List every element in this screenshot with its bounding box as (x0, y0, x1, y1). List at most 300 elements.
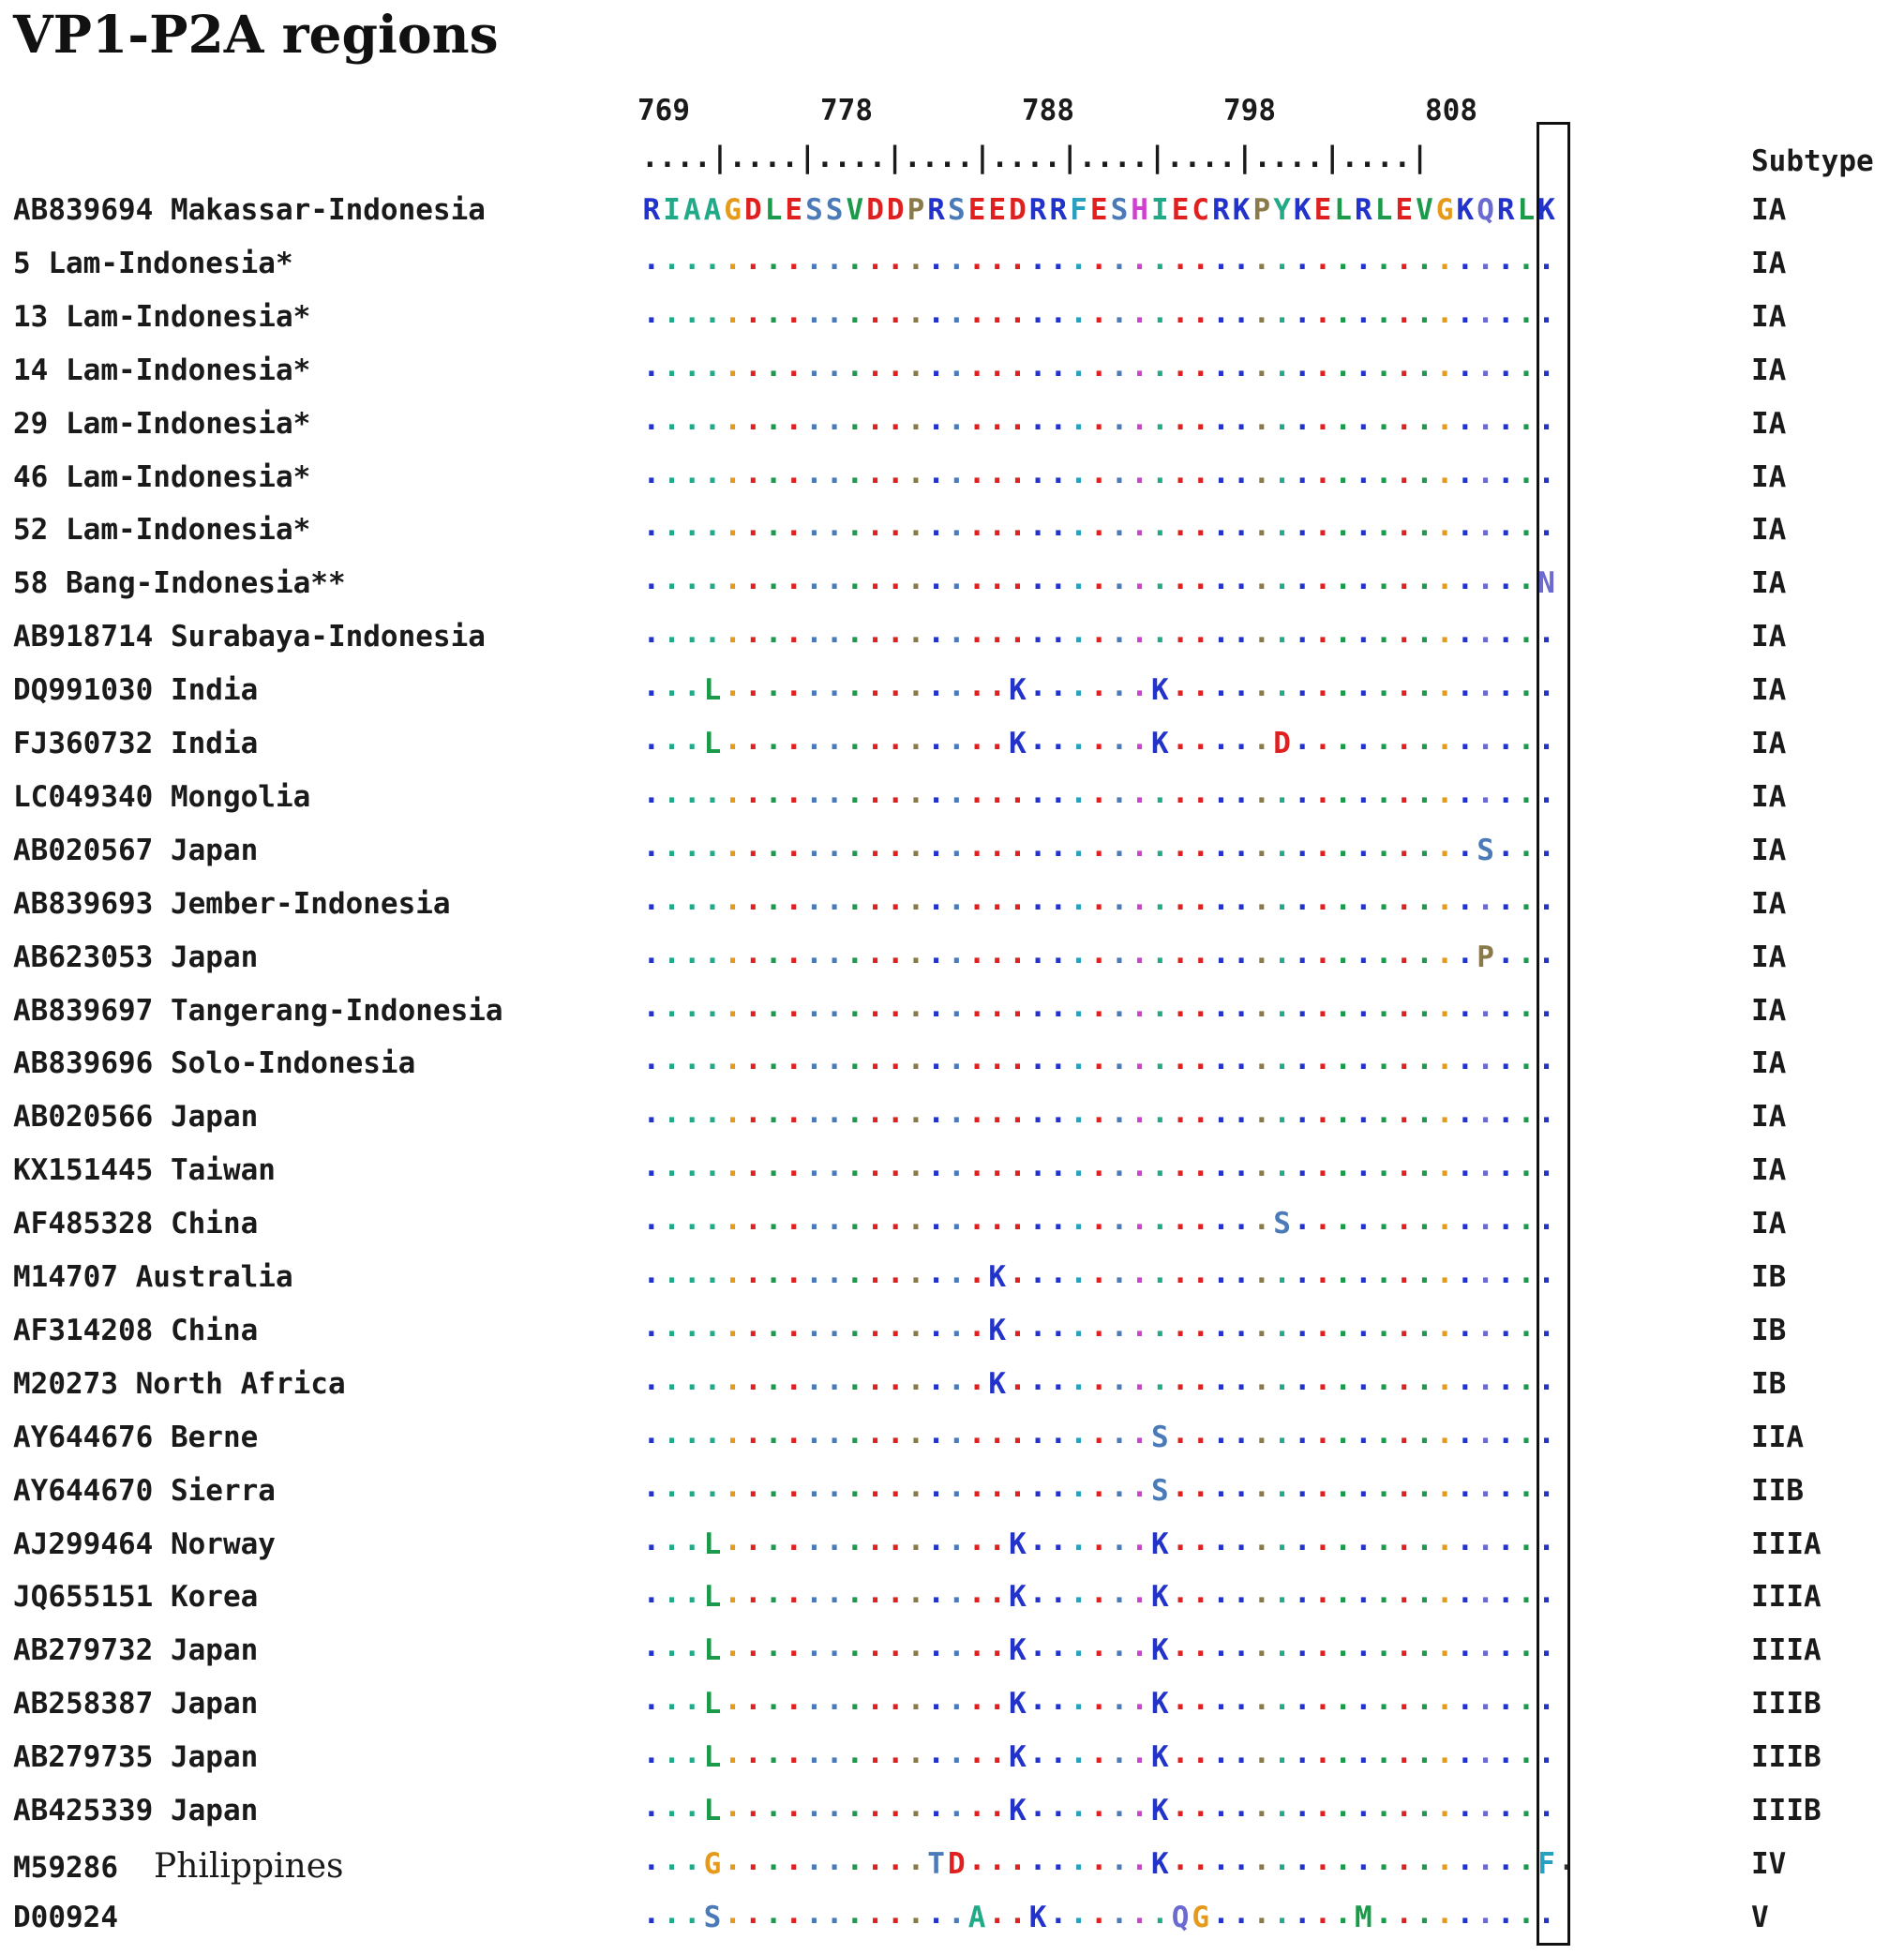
residue-identical: . (866, 1150, 884, 1184)
residue-identical: . (663, 1630, 681, 1664)
residue-identical: . (1232, 509, 1251, 544)
residue-identical: . (744, 1469, 762, 1504)
residue-identical: . (764, 669, 783, 704)
residue-identical: . (1049, 1523, 1068, 1557)
residue-identical: . (703, 1096, 722, 1131)
residue-identical: . (785, 1469, 803, 1504)
residue-N: N (1537, 566, 1555, 601)
residue-identical: . (785, 1150, 803, 1184)
residue-identical: . (1496, 295, 1515, 330)
residue-identical: . (1374, 723, 1393, 757)
residue-identical: . (1334, 1790, 1352, 1824)
residue-identical: . (1192, 882, 1210, 917)
residue-K: K (1009, 1633, 1027, 1668)
residue-identical: . (1192, 509, 1210, 544)
residue-identical: . (967, 1630, 986, 1664)
residue-identical: . (764, 509, 783, 544)
residue-identical: . (1456, 1256, 1475, 1290)
residue-identical: . (1395, 1576, 1414, 1611)
residue-identical: . (1517, 775, 1536, 810)
sequence-label (13, 1314, 258, 1347)
residue-identical: . (1232, 242, 1251, 277)
position-tick-778: 778 (820, 94, 873, 128)
residue-identical: . (907, 509, 925, 544)
residue-P: P (1252, 193, 1271, 227)
residue-identical: . (1435, 723, 1454, 757)
residue-identical: . (764, 456, 783, 490)
subtype-value: IA (1751, 513, 1787, 548)
residue-identical: . (703, 242, 722, 277)
residue-identical: . (1496, 1416, 1515, 1451)
residue-identical: . (724, 1362, 742, 1397)
residue-identical: . (1416, 456, 1433, 490)
residue-identical: . (1355, 1842, 1372, 1877)
residue-identical: . (886, 1362, 905, 1397)
residue-T: T (927, 1846, 945, 1881)
residue-identical: . (805, 509, 823, 544)
residue-identical: . (948, 1737, 966, 1771)
residue-identical: . (1395, 1469, 1414, 1504)
residue-R: R (1355, 193, 1372, 227)
residue-identical: . (1334, 1842, 1352, 1877)
residue-identical: . (927, 936, 945, 970)
residue-identical: . (907, 1150, 925, 1184)
residue-identical: . (1477, 456, 1494, 490)
residue-identical: . (1435, 775, 1454, 810)
residue-identical: . (1477, 402, 1494, 437)
residue-identical: . (1089, 829, 1108, 864)
residue-identical: . (1293, 1150, 1312, 1184)
residue-identical: . (1110, 563, 1129, 597)
residue-identical: . (805, 1790, 823, 1824)
residue-identical: . (1049, 1203, 1068, 1238)
residue-identical: . (1334, 1683, 1352, 1718)
residue-identical: . (1517, 936, 1536, 970)
residue-identical: . (703, 456, 722, 490)
residue-identical: . (866, 882, 884, 917)
residue-identical: . (724, 616, 742, 651)
residue-identical: . (825, 616, 844, 651)
residue-identical: . (846, 989, 864, 1024)
residue-identical: . (1171, 882, 1190, 917)
residue-identical: . (846, 1256, 864, 1290)
residue-identical: . (805, 1362, 823, 1397)
residue-identical: . (1070, 509, 1087, 544)
residue-identical: . (785, 829, 803, 864)
residue-identical: . (1435, 456, 1454, 490)
residue-identical: . (663, 936, 681, 970)
residue-identical: . (1416, 1150, 1433, 1184)
residue-identical: . (805, 989, 823, 1024)
residue-identical: . (825, 989, 844, 1024)
residue-identical: . (927, 1203, 945, 1238)
residue-S: S (1110, 193, 1129, 227)
residue-identical: . (642, 1737, 661, 1771)
highlight-box (1537, 122, 1570, 1946)
residue-identical: . (703, 563, 722, 597)
residue-identical: . (1151, 775, 1169, 810)
residue-identical: . (1517, 1790, 1536, 1824)
residue-identical: . (1212, 1683, 1230, 1718)
residue-identical: . (1477, 669, 1494, 704)
sequence-label (13, 1633, 258, 1667)
residue-identical: . (1435, 1469, 1454, 1504)
residue-identical: . (1171, 402, 1190, 437)
residue-identical: . (1273, 1683, 1291, 1718)
residue-identical: . (1374, 402, 1393, 437)
residue-identical: . (866, 1416, 884, 1451)
residue-identical: . (1517, 1737, 1536, 1771)
residue-identical: . (805, 723, 823, 757)
residue-identical: . (907, 1416, 925, 1451)
residue-identical: . (1070, 1523, 1087, 1557)
residue-identical: . (1334, 1469, 1352, 1504)
residue-identical: . (1009, 1896, 1027, 1931)
residue-identical: . (1395, 616, 1414, 651)
residue-identical: . (682, 509, 701, 544)
residue-identical: . (1089, 1309, 1108, 1344)
residue-identical: . (1416, 775, 1433, 810)
residue-identical: . (1212, 1256, 1230, 1290)
residue-identical: . (1537, 1150, 1555, 1184)
residue-I: I (663, 193, 681, 227)
residue-identical: . (1435, 1096, 1454, 1131)
residue-identical: . (805, 882, 823, 917)
residue-identical: . (1049, 882, 1068, 917)
residue-identical: . (825, 1203, 844, 1238)
residue-identical: . (785, 1256, 803, 1290)
residue-identical: . (1070, 1416, 1087, 1451)
residue-identical: . (703, 295, 722, 330)
residue-identical: . (948, 1576, 966, 1611)
residue-identical: . (1028, 509, 1047, 544)
residue-identical: . (1395, 882, 1414, 917)
residue-identical: . (1456, 1576, 1475, 1611)
residue-identical: . (1049, 242, 1068, 277)
residue-identical: . (1192, 1096, 1210, 1131)
residue-identical: . (1395, 1362, 1414, 1397)
residue-identical: . (642, 1096, 661, 1131)
residue-identical: . (1232, 1043, 1251, 1077)
residue-identical: . (886, 1790, 905, 1824)
residue-K: K (1151, 1633, 1169, 1668)
residue-identical: . (764, 989, 783, 1024)
residue-identical: . (1110, 1416, 1129, 1451)
residue-identical: . (744, 1416, 762, 1451)
residue-identical: . (1517, 882, 1536, 917)
residue-identical: . (1517, 989, 1536, 1024)
residue-identical: . (1192, 1150, 1210, 1184)
residue-identical: . (1355, 775, 1372, 810)
residue-identical: . (1395, 349, 1414, 383)
residue-identical: . (988, 775, 1007, 810)
residue-identical: . (1293, 1309, 1312, 1344)
residue-identical: . (1252, 616, 1271, 651)
residue-identical: . (1273, 669, 1291, 704)
residue-identical: . (1416, 1683, 1433, 1718)
residue-identical: . (1477, 775, 1494, 810)
residue-identical: . (988, 829, 1007, 864)
residue-identical: . (846, 563, 864, 597)
residue-identical: . (703, 1150, 722, 1184)
sequence-label (13, 994, 503, 1028)
residue-identical: . (1517, 1150, 1536, 1184)
residue-identical: . (907, 456, 925, 490)
residue-identical: . (1171, 775, 1190, 810)
residue-identical: . (744, 509, 762, 544)
residue-identical: . (886, 1256, 905, 1290)
residue-identical: . (703, 829, 722, 864)
residue-identical: . (948, 1309, 966, 1344)
residue-K: K (988, 1313, 1007, 1347)
residue-identical: . (948, 1362, 966, 1397)
residue-K: K (1009, 1794, 1027, 1827)
residue-identical: . (1009, 829, 1027, 864)
residue-identical: . (1456, 1737, 1475, 1771)
residue-identical: . (1273, 349, 1291, 383)
residue-identical: . (1293, 1416, 1312, 1451)
residue-identical: . (1517, 1416, 1536, 1451)
sequence-label-text: AB839696 Solo-Indonesia (13, 1046, 416, 1081)
residue-identical: . (1395, 989, 1414, 1024)
residue-identical: . (1070, 775, 1087, 810)
residue-identical: . (663, 1842, 681, 1877)
residue-identical: . (1110, 1576, 1129, 1611)
residue-identical: . (825, 829, 844, 864)
residue-identical: . (805, 1203, 823, 1238)
position-tick-798: 798 (1223, 94, 1276, 128)
residue-S: S (1151, 1473, 1169, 1508)
residue-identical: . (1232, 349, 1251, 383)
residue-identical: . (1089, 989, 1108, 1024)
residue-identical: . (1496, 882, 1515, 917)
sequence-label-text: M20273 North Africa (13, 1366, 346, 1401)
residue-identical: . (1273, 1469, 1291, 1504)
residue-identical: . (1049, 1096, 1068, 1131)
residue-I: I (1151, 193, 1169, 227)
residue-identical: . (1028, 402, 1047, 437)
residue-identical: . (805, 295, 823, 330)
residue-identical: . (1273, 242, 1291, 277)
residue-identical: . (948, 1416, 966, 1451)
residue-identical: . (1252, 1256, 1271, 1290)
residue-identical: . (907, 1043, 925, 1077)
residue-identical: . (1395, 1416, 1414, 1451)
residue-identical: . (1293, 509, 1312, 544)
residue-identical: . (1171, 1630, 1190, 1664)
residue-identical: . (1131, 1416, 1148, 1451)
residue-identical: . (1293, 1523, 1312, 1557)
residue-identical: . (642, 829, 661, 864)
residue-identical: . (1395, 723, 1414, 757)
residue-identical: . (1009, 1203, 1027, 1238)
residue-identical: . (866, 1842, 884, 1877)
residue-identical: . (1232, 1523, 1251, 1557)
residue-identical: . (1171, 563, 1190, 597)
residue-identical: . (1313, 1362, 1332, 1397)
residue-identical: . (1537, 1737, 1555, 1771)
residue-identical: . (1212, 1737, 1230, 1771)
residue-identical: . (825, 1469, 844, 1504)
residue-identical: . (1009, 1469, 1027, 1504)
residue-identical: . (1110, 295, 1129, 330)
residue-identical: . (907, 989, 925, 1024)
residue-identical: . (1131, 616, 1148, 651)
residue-identical: . (764, 349, 783, 383)
residue-identical: . (886, 402, 905, 437)
residue-identical: . (1171, 936, 1190, 970)
residue-identical: . (846, 242, 864, 277)
residue-identical: . (907, 295, 925, 330)
residue-identical: . (1496, 1790, 1515, 1824)
residue-identical: . (866, 1469, 884, 1504)
residue-identical: . (1131, 1043, 1148, 1077)
residue-identical: . (1131, 295, 1148, 330)
residue-identical: . (1009, 1842, 1027, 1877)
residue-identical: . (1374, 1416, 1393, 1451)
sequence-label-text: D00924 (13, 1900, 118, 1934)
residue-identical: . (1293, 242, 1312, 277)
residue-identical: . (805, 1842, 823, 1877)
residue-identical: . (1293, 882, 1312, 917)
residue-D: D (1273, 727, 1291, 760)
residue-E: E (785, 193, 803, 227)
residue-identical: . (642, 989, 661, 1024)
residue-identical: . (1416, 1523, 1433, 1557)
residue-E: E (1395, 193, 1414, 227)
residue-identical: . (927, 1683, 945, 1718)
residue-identical: . (1477, 1523, 1494, 1557)
residue-identical: . (1537, 295, 1555, 330)
residue-identical: . (1049, 1043, 1068, 1077)
sequence-label (13, 566, 346, 600)
residue-identical: . (1517, 1043, 1536, 1077)
residue-identical: . (1151, 349, 1169, 383)
residue-identical: . (1232, 1896, 1251, 1931)
sequence-label-text: DQ991030 India (13, 673, 259, 708)
residue-identical: . (907, 1362, 925, 1397)
residue-identical: . (1252, 509, 1271, 544)
residue-identical: . (948, 1096, 966, 1131)
residue-identical: . (1374, 989, 1393, 1024)
residue-identical: . (846, 1362, 864, 1397)
subtype-value: IA (1751, 1153, 1787, 1188)
residue-identical: . (967, 882, 986, 917)
residue-identical: . (948, 1150, 966, 1184)
sequence-label (13, 1207, 258, 1241)
residue-K: K (1028, 1900, 1047, 1934)
residue-identical: . (846, 775, 864, 810)
residue-identical: . (1273, 1790, 1291, 1824)
residue-identical: . (967, 1576, 986, 1611)
residue-identical: . (682, 775, 701, 810)
residue-identical: . (1496, 563, 1515, 597)
residue-identical: . (1395, 1150, 1414, 1184)
residue-identical: . (663, 723, 681, 757)
residue-identical: . (1232, 1362, 1251, 1397)
residue-identical: . (1131, 1683, 1148, 1718)
residue-identical: . (1334, 1150, 1352, 1184)
residue-identical: . (642, 1150, 661, 1184)
residue-identical: . (1374, 1469, 1393, 1504)
residue-identical: . (1334, 775, 1352, 810)
residue-D: D (1009, 193, 1027, 227)
residue-identical: . (1028, 1256, 1047, 1290)
residue-identical: . (825, 1896, 844, 1931)
residue-identical: . (1477, 1737, 1494, 1771)
residue-identical: . (1477, 1256, 1494, 1290)
residue-identical: . (1496, 1896, 1515, 1931)
residue-R: R (927, 193, 945, 227)
sequence-label (13, 1527, 276, 1561)
residue-identical: . (1110, 1737, 1129, 1771)
residue-identical: . (1477, 1203, 1494, 1238)
residue-identical: . (1212, 1790, 1230, 1824)
residue-identical: . (1273, 882, 1291, 917)
residue-identical: . (1028, 1630, 1047, 1664)
residue-identical: . (1110, 882, 1129, 917)
residue-identical: . (1416, 723, 1433, 757)
residue-K: K (1151, 673, 1169, 708)
residue-identical: . (785, 456, 803, 490)
residue-identical: . (1110, 775, 1129, 810)
residue-identical: . (805, 242, 823, 277)
residue-identical: . (744, 1896, 762, 1931)
residue-identical: . (1110, 1630, 1129, 1664)
residue-identical: . (1028, 563, 1047, 597)
residue-identical: . (1192, 402, 1210, 437)
residue-identical: . (1070, 669, 1087, 704)
sequence-label (13, 1847, 344, 1886)
residue-identical: . (682, 1683, 701, 1718)
residue-identical: . (866, 1896, 884, 1931)
residue-identical: . (886, 1576, 905, 1611)
residue-identical: . (1355, 349, 1372, 383)
residue-identical: . (1028, 1203, 1047, 1238)
residue-identical: . (1395, 402, 1414, 437)
residue-identical: . (1537, 1630, 1555, 1664)
sequence-label (13, 1901, 118, 1934)
residue-identical: . (1252, 456, 1271, 490)
residue-identical: . (1192, 669, 1210, 704)
residue-identical: . (1089, 402, 1108, 437)
residue-identical: . (724, 509, 742, 544)
residue-identical: . (1009, 509, 1027, 544)
residue-identical: . (1435, 1362, 1454, 1397)
residue-identical: . (1496, 402, 1515, 437)
residue-identical: . (744, 616, 762, 651)
residue-identical: . (1273, 936, 1291, 970)
residue-identical: . (1110, 989, 1129, 1024)
residue-identical: . (1192, 242, 1210, 277)
residue-identical: . (1070, 829, 1087, 864)
residue-identical: . (1049, 1469, 1068, 1504)
residue-identical: . (907, 1737, 925, 1771)
residue-identical: . (1496, 1096, 1515, 1131)
residue-identical: . (744, 1523, 762, 1557)
residue-identical: . (663, 1416, 681, 1451)
residue-identical: . (642, 295, 661, 330)
residue-V: V (846, 193, 864, 227)
residue-S: S (948, 193, 966, 227)
residue-identical: . (1477, 1842, 1494, 1877)
residue-identical: . (1171, 669, 1190, 704)
residue-identical: . (1435, 1737, 1454, 1771)
residue-identical: . (1192, 1043, 1210, 1077)
residue-identical: . (1171, 1043, 1190, 1077)
residue-identical: . (1131, 829, 1148, 864)
residue-identical: . (907, 242, 925, 277)
